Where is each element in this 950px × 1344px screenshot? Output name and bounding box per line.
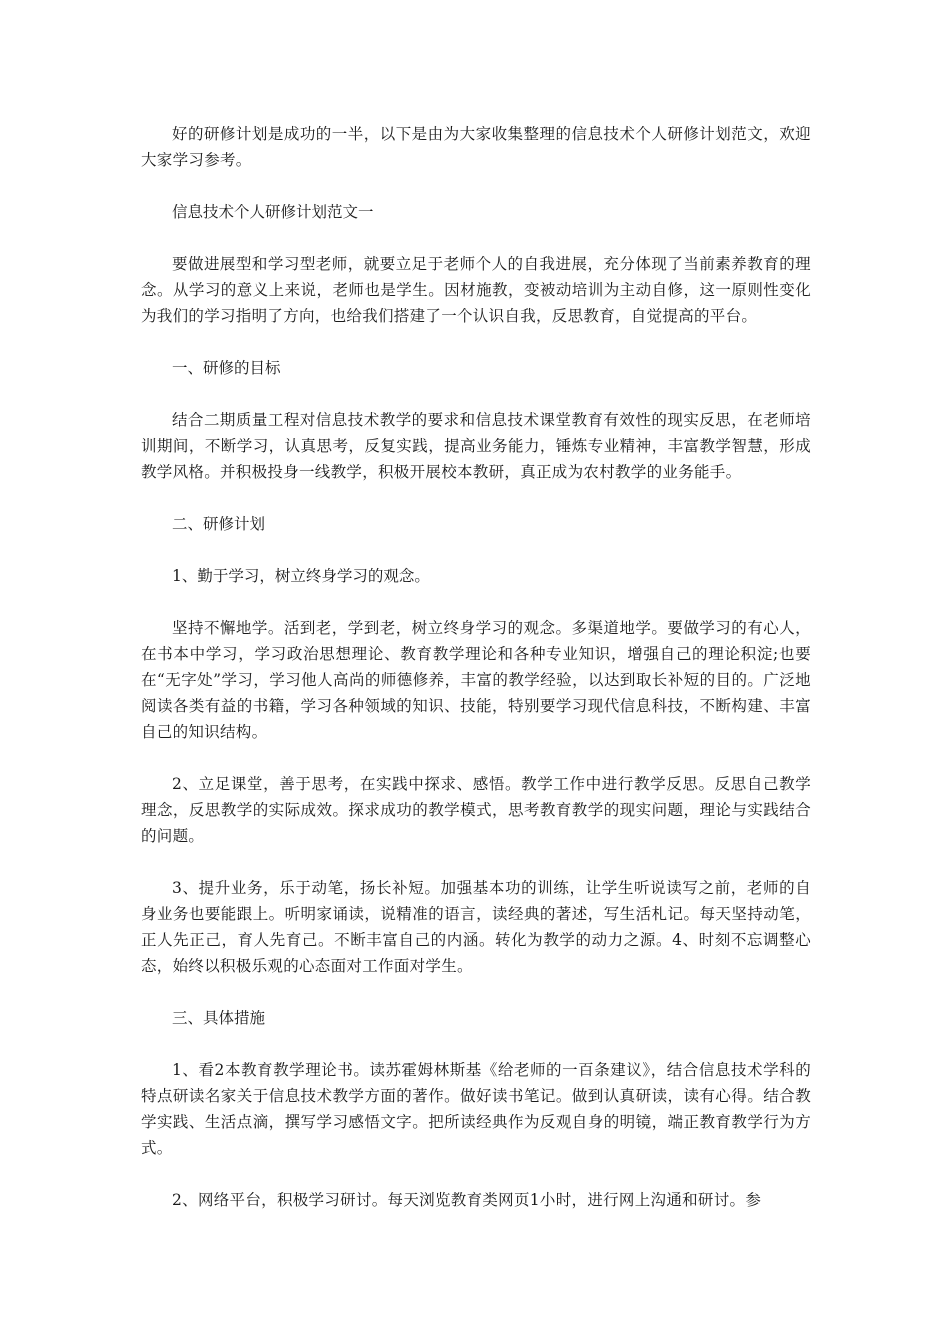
body-paragraph: 要做进展型和学习型老师，就要立足于老师个人的自我进展，充分体现了当前素养教育的理念。从学习的意义上来说，老师也是学生。因材施教，变被动培训为主动自修，这一原则性变化为我们的学习指明了方向，也给我们搭建了一个认识自我，反思教育，自觉提高的平台。	[141, 255, 811, 325]
body-paragraph: 1、看2本教育教学理论书。读苏霍姆林斯基《给老师的一百条建议》，结合信息技术学科的特点研读名家关于信息技术教学方面的著作。做好读书笔记。做到认真研读，读有心得。结合教学实践、生活点滴，撰写学习感悟文字。把所读经典作为反观自身的明镜，端正教育教学行为方式。	[141, 1061, 811, 1157]
section-title: 信息技术个人研修计划范文一	[172, 203, 374, 221]
subheading-learning: 1、勤于学习，树立终身学习的观念。	[172, 567, 430, 585]
body-paragraph: 坚持不懈地学。活到老，学到老，树立终身学习的观念。多渠道地学。要做学习的有心人，在书本中学习，学习政治思想理论、教育教学理论和各种专业知识，增强自己的理论积淀;也要在“无字处”学习，学习他人高尚的师德修养，丰富的教学经验，以达到取长补短的目的。广泛地阅读各类有益的书籍，学习各种领域的知识、技能，特别要学习现代信息科技，不断构建、丰富自己的知识结构。	[141, 619, 811, 741]
body-paragraph: 3、提升业务，乐于动笔，扬长补短。加强基本功的训练，让学生听说读写之前，老师的自身业务也要能跟上。听明家诵读，说精准的语言，读经典的著述，写生活札记。每天坚持动笔，正人先正己，育人先育己。不断丰富自己的内涵。转化为教学的动力之源。4、时刻不忘调整心态，始终以积极乐观的心态面对工作面对学生。	[141, 879, 811, 975]
body-paragraph: 结合二期质量工程对信息技术教学的要求和信息技术课堂教育有效性的现实反思，在老师培训期间，不断学习，认真思考，反复实践，提高业务能力，锤炼专业精神，丰富教学智慧，形成教学风格。并积极投身一线教学，积极开展校本教研，真正成为农村教学的业务能手。	[141, 411, 811, 481]
intro-paragraph: 好的研修计划是成功的一半，以下是由为大家收集整理的信息技术个人研修计划范文，欢迎大家学习参考。	[141, 125, 811, 169]
section-heading-plan: 二、研修计划	[172, 515, 266, 533]
section-heading-goals: 一、研修的目标	[172, 359, 281, 377]
document-page	[141, 121, 811, 1239]
body-paragraph: 2、立足课堂，善于思考，在实践中探求、感悟。教学工作中进行教学反思。反思自己教学理念，反思教学的实际成效。探求成功的教学模式，思考教育教学的现实问题，理论与实践结合的问题。	[141, 775, 811, 845]
body-paragraph: 2、网络平台，积极学习研讨。每天浏览教育类网页1小时，进行网上沟通和研讨。参	[172, 1191, 762, 1209]
section-heading-measures: 三、具体措施	[172, 1009, 266, 1027]
